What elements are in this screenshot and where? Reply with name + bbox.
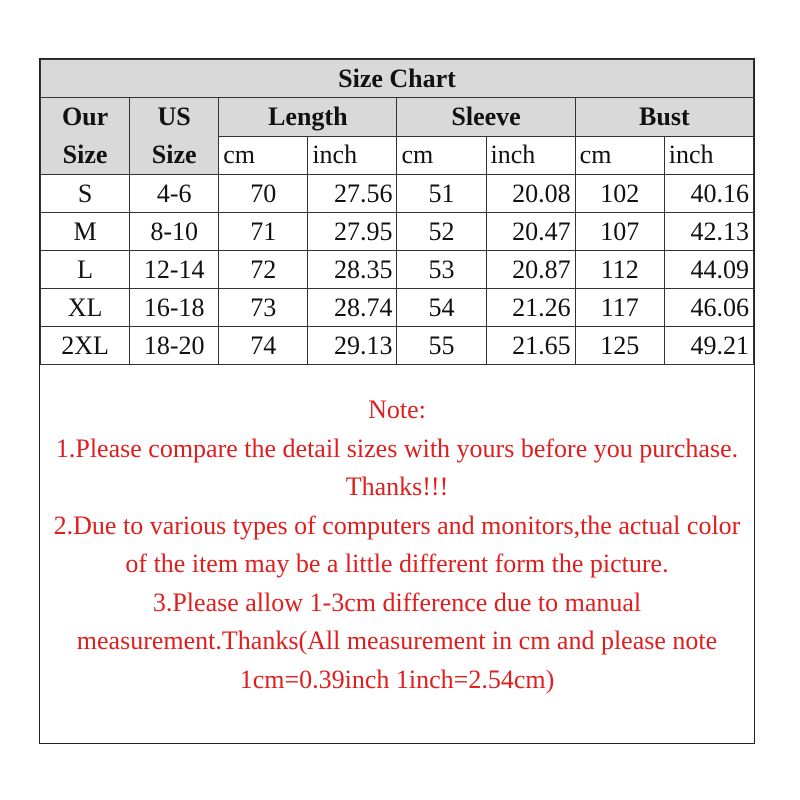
cell-length-cm: 72 — [219, 251, 308, 289]
cell-sleeve-cm: 53 — [397, 251, 486, 289]
cell-us-size: 4-6 — [130, 175, 219, 213]
cell-length-inch: 27.95 — [308, 213, 397, 251]
table-row — [41, 327, 754, 365]
cell-sleeve-cm: 54 — [397, 289, 486, 327]
cell-size: L — [41, 251, 130, 289]
header-bust-cm: cm — [575, 136, 664, 175]
cell-size: 2XL — [41, 327, 130, 365]
cell-sleeve-inch: 20.47 — [486, 213, 575, 251]
header-length: Length — [219, 98, 397, 137]
cell-size: S — [41, 175, 130, 213]
size-chart — [39, 58, 755, 744]
table-row — [41, 289, 754, 327]
header-bust-inch: inch — [664, 136, 753, 175]
header-our-size-line2: Size — [62, 140, 108, 169]
table-row — [41, 175, 754, 213]
notes-heading: Note: — [368, 395, 426, 424]
note-1: 1.Please compare the detail sizes with yours before you purchase. Thanks!!! — [55, 433, 739, 501]
cell-bust-inch: 49.21 — [664, 327, 753, 365]
cell-length-cm: 74 — [219, 327, 308, 365]
cell-sleeve-inch: 21.65 — [486, 327, 575, 365]
cell-length-cm: 73 — [219, 289, 308, 327]
cell-bust-cm: 112 — [575, 251, 664, 289]
header-length-cm: cm — [219, 136, 308, 175]
note-2: 2.Due to various types of computers and monitors,the actual color of the item may be a little different form the picture. — [53, 510, 741, 578]
cell-us-size: 8-10 — [130, 213, 219, 251]
header-us-size — [130, 98, 219, 175]
cell-us-size: 16-18 — [130, 289, 219, 327]
cell-length-inch: 28.35 — [308, 251, 397, 289]
header-our-size — [41, 98, 130, 175]
header-sleeve: Sleeve — [397, 98, 575, 137]
cell-us-size: 12-14 — [130, 251, 219, 289]
cell-sleeve-cm: 52 — [397, 213, 486, 251]
cell-sleeve-inch: 21.26 — [486, 289, 575, 327]
cell-bust-inch: 46.06 — [664, 289, 753, 327]
header-us-size-line2: Size — [151, 140, 197, 169]
cell-size: M — [41, 213, 130, 251]
chart-title: Size Chart — [41, 60, 754, 98]
cell-sleeve-cm: 51 — [397, 175, 486, 213]
cell-us-size: 18-20 — [130, 327, 219, 365]
size-table — [40, 59, 754, 365]
cell-bust-inch: 44.09 — [664, 251, 753, 289]
table-row — [41, 251, 754, 289]
cell-bust-cm: 102 — [575, 175, 664, 213]
cell-length-cm: 71 — [219, 213, 308, 251]
notes-section — [40, 377, 754, 743]
note-3: 3.Please allow 1-3cm difference due to manual measurement.Thanks(All measurement in cm and please note 1cm=0.39inch 1inch=2.54cm) — [76, 587, 718, 694]
header-sleeve-inch: inch — [486, 136, 575, 175]
header-bust: Bust — [575, 98, 753, 137]
cell-bust-cm: 125 — [575, 327, 664, 365]
cell-bust-cm: 117 — [575, 289, 664, 327]
header-our-size-line1: Our — [61, 102, 109, 131]
cell-sleeve-inch: 20.08 — [486, 175, 575, 213]
cell-bust-inch: 40.16 — [664, 175, 753, 213]
cell-sleeve-cm: 55 — [397, 327, 486, 365]
table-row — [41, 213, 754, 251]
header-length-inch: inch — [308, 136, 397, 175]
header-us-size-line1: US — [157, 102, 191, 131]
cell-size: XL — [41, 289, 130, 327]
cell-length-cm: 70 — [219, 175, 308, 213]
cell-length-inch: 29.13 — [308, 327, 397, 365]
cell-length-inch: 28.74 — [308, 289, 397, 327]
header-sleeve-cm: cm — [397, 136, 486, 175]
cell-length-inch: 27.56 — [308, 175, 397, 213]
cell-sleeve-inch: 20.87 — [486, 251, 575, 289]
cell-bust-cm: 107 — [575, 213, 664, 251]
cell-bust-inch: 42.13 — [664, 213, 753, 251]
